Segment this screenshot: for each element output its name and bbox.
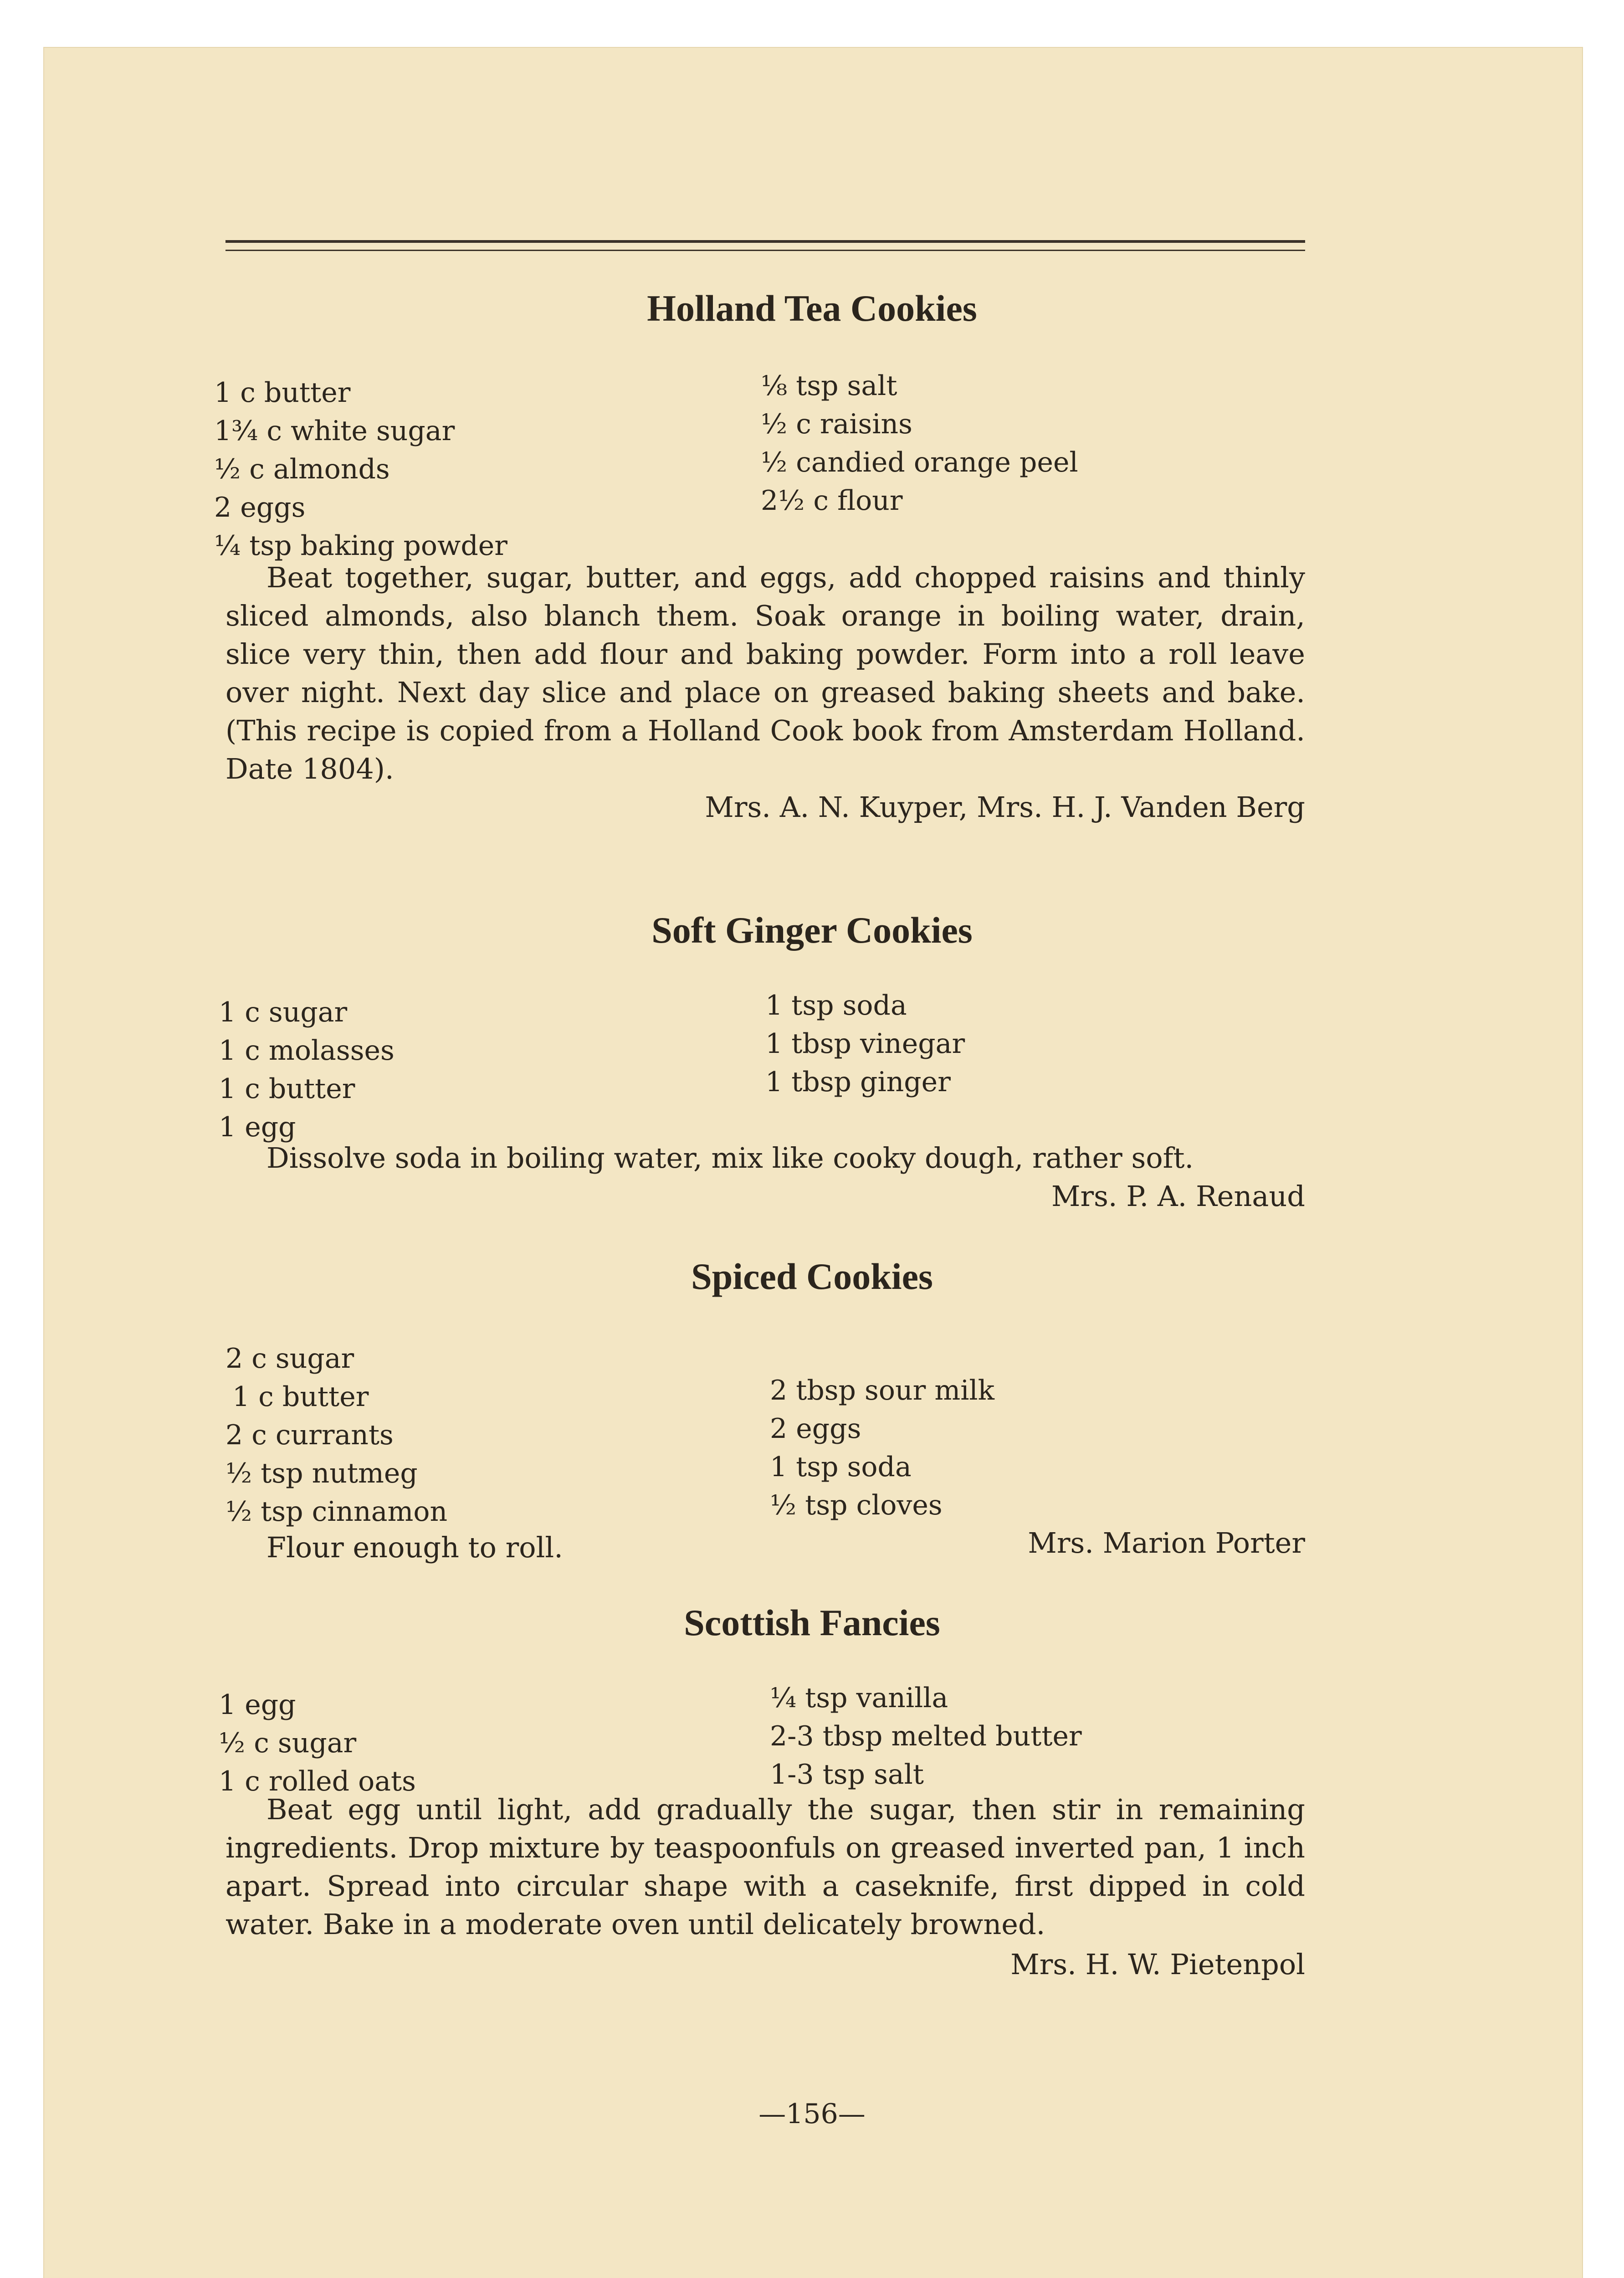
ingredient: ¼ tsp vanilla <box>770 1682 948 1714</box>
ingredient: 1 tsp soda <box>765 990 907 1021</box>
ingredient: 2-3 tbsp melted butter <box>770 1720 1082 1752</box>
recipe-method: Beat egg until light, add gradually the sugar, then stir in remaining ingredients. Drop mixture by teaspoonfuls on greased inverted pan, 1 inch apart. Spread into circular shape with a caseknife, first dipped in cold water. Bake in a moderate oven until delicately browned. <box>225 1793 1305 1941</box>
ingredient: ½ tsp nutmeg <box>225 1457 418 1489</box>
contributor: Mrs. A. N. Kuyper, Mrs. H. J. Vanden Berg <box>705 790 1305 824</box>
ingredient: ½ c sugar <box>219 1727 357 1759</box>
top-rule-thin <box>225 250 1305 251</box>
ingredient: 1 egg <box>219 1111 296 1143</box>
ingredient: ½ c almonds <box>214 453 390 485</box>
top-rule <box>225 240 1305 243</box>
recipe-title: Scottish Fancies <box>684 1602 940 1643</box>
ingredient: 1¾ c white sugar <box>214 415 455 447</box>
recipe-method: Flour enough to roll. <box>266 1531 563 1564</box>
recipe-title: Spiced Cookies <box>691 1256 933 1297</box>
page-number: —156— <box>758 2098 866 2130</box>
ingredient: ¼ tsp baking powder <box>214 530 507 562</box>
recipe-title: Soft Ginger Cookies <box>651 909 973 951</box>
ingredient: 1 c butter <box>214 377 351 409</box>
ingredient: 1 c butter <box>219 1073 355 1105</box>
ingredient: ½ candied orange peel <box>761 446 1078 478</box>
recipe-title: Holland Tea Cookies <box>647 287 977 329</box>
ingredient: 2 c currants <box>225 1419 394 1451</box>
ingredient: ⅛ tsp salt <box>761 370 897 402</box>
ingredient: ½ tsp cloves <box>770 1489 943 1521</box>
contributor: Mrs. H. W. Pietenpol <box>1010 1948 1305 1981</box>
ingredient: 1 tbsp vinegar <box>765 1028 965 1060</box>
ingredient: 1 tsp soda <box>770 1451 912 1483</box>
ingredient: 2 tbsp sour milk <box>770 1375 994 1406</box>
recipe-method: Dissolve soda in boiling water, mix like cooky dough, rather soft. <box>266 1141 1194 1175</box>
ingredient: 1 tbsp ginger <box>765 1066 951 1098</box>
ingredient: 1 c molasses <box>219 1035 394 1067</box>
ingredient: 1 c rolled oats <box>219 1765 416 1797</box>
ingredient: 2 eggs <box>214 492 306 523</box>
ingredient: ½ tsp cinnamon <box>225 1496 448 1528</box>
ingredient: ½ c raisins <box>761 408 912 440</box>
ingredient: 1 c butter <box>232 1381 369 1413</box>
ingredient: 1-3 tsp salt <box>770 1759 924 1791</box>
ingredient: 2½ c flour <box>761 485 903 517</box>
contributor: Mrs. P. A. Renaud <box>1051 1180 1305 1213</box>
contributor: Mrs. Marion Porter <box>1028 1526 1305 1560</box>
recipe-method: Beat together, sugar, butter, and eggs, add chopped raisins and thinly sliced almonds, also blanch them. Soak orange in boiling water, drain, slice very thin, then add flour and baking powder. Form into a roll leave over night. Next day slice and place on greased baking sheets and bake. (This recipe is copied from a Holland Cook book from Amsterdam Holland. Date 1804). <box>225 561 1305 785</box>
ingredient: 1 egg <box>219 1689 296 1721</box>
ingredient: 1 c sugar <box>219 996 348 1028</box>
ingredient: 2 eggs <box>770 1413 861 1445</box>
ingredient: 2 c sugar <box>225 1343 354 1375</box>
